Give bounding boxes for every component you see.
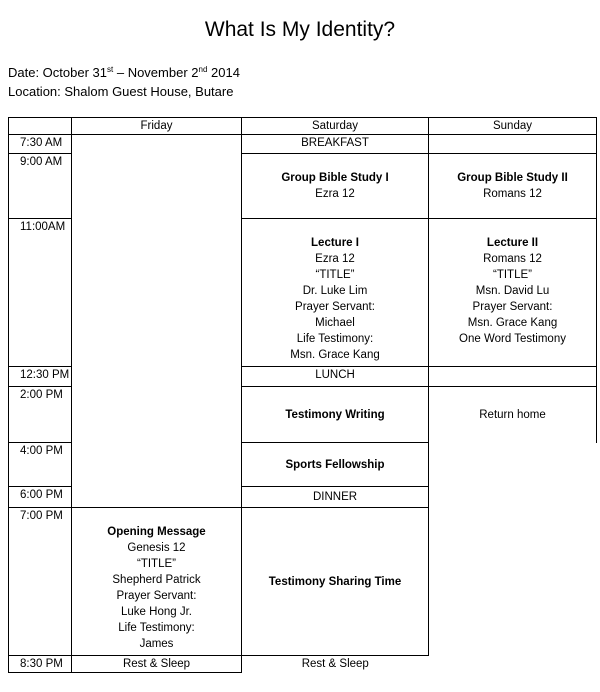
date-middle: – November 2 — [113, 65, 199, 80]
friday-empty-block — [72, 135, 242, 508]
opening-line: Shepherd Patrick — [112, 574, 201, 586]
saturday-sports-fellowship: Sports Fellowship — [242, 443, 429, 487]
study-reference: Romans 12 — [483, 188, 542, 200]
time-label: 6:00 PM — [9, 487, 72, 508]
event-location: Location: Shalom Guest House, Butare — [8, 84, 234, 99]
sunday-1230 — [429, 367, 597, 387]
lecture-line: Prayer Servant: — [472, 301, 553, 313]
friday-rest: Rest & Sleep — [72, 656, 242, 673]
date-year: 2014 — [207, 65, 240, 80]
corner-cell — [9, 118, 72, 135]
time-label: 12:30 PM — [9, 367, 72, 387]
saturday-testimony-writing: Testimony Writing — [242, 387, 429, 443]
time-label: 7:30 AM — [9, 135, 72, 154]
opening-line: James — [139, 638, 174, 650]
lecture-line: Msn. Grace Kang — [290, 349, 380, 361]
saturday-rest: Rest & Sleep — [242, 656, 429, 673]
date-suffix-nd: nd — [198, 65, 208, 74]
row-0730 — [9, 135, 597, 154]
lecture-line: “TITLE” — [315, 269, 355, 281]
lecture-title: Lecture I — [311, 237, 359, 249]
opening-line: “TITLE” — [137, 558, 176, 570]
saturday-lunch: LUNCH — [242, 367, 429, 387]
header-saturday: Saturday — [242, 118, 429, 135]
time-label: 4:00 PM — [9, 443, 72, 487]
saturday-lecture — [242, 219, 429, 367]
sunday-return-home: Return home — [429, 387, 597, 443]
lecture-line: Romans 12 — [483, 253, 542, 265]
opening-title: Opening Message — [107, 526, 206, 538]
sunday-lecture — [429, 219, 597, 367]
header-sunday: Sunday — [429, 118, 597, 135]
schedule-table — [8, 117, 597, 673]
lecture-line: Life Testimony: — [296, 333, 374, 345]
time-label: 2:00 PM — [9, 387, 72, 443]
time-label: 9:00 AM — [9, 154, 72, 219]
lecture-line: Dr. Luke Lim — [302, 285, 368, 297]
lecture-line: Prayer Servant: — [295, 301, 375, 313]
sunday-blank — [429, 443, 597, 673]
date-prefix: Date: October 31 — [8, 65, 107, 80]
friday-opening-message — [72, 508, 242, 656]
opening-line: Luke Hong Jr. — [121, 606, 192, 618]
study-title: Group Bible Study I — [281, 172, 389, 184]
event-date — [8, 65, 240, 81]
time-label: 8:30 PM — [9, 656, 72, 673]
date-suffix-st: st — [107, 65, 114, 74]
lecture-line: Msn. David Lu — [475, 285, 550, 297]
saturday-breakfast: BREAKFAST — [242, 135, 429, 154]
saturday-dinner: DINNER — [242, 487, 429, 508]
sunday-0730 — [429, 135, 597, 154]
sunday-bible-study — [429, 154, 597, 219]
opening-line: Genesis 12 — [127, 542, 186, 554]
time-label: 7:00 PM — [9, 508, 72, 656]
opening-line: Prayer Servant: — [116, 590, 197, 602]
time-label: 11:00AM — [9, 219, 72, 367]
lecture-line: One Word Testimony — [459, 333, 566, 345]
saturday-bible-study — [242, 154, 429, 219]
lecture-line: “TITLE” — [493, 269, 532, 281]
study-title: Group Bible Study II — [457, 172, 568, 184]
lecture-line: Ezra 12 — [315, 253, 355, 265]
saturday-testimony-sharing: Testimony Sharing Time — [242, 508, 429, 656]
lecture-line: Michael — [315, 317, 355, 329]
page-title: What Is My Identity? — [204, 18, 396, 41]
header-row — [9, 118, 597, 135]
header-friday: Friday — [72, 118, 242, 135]
lecture-title: Lecture II — [486, 237, 539, 249]
lecture-line: Msn. Grace Kang — [467, 317, 558, 329]
study-reference: Ezra 12 — [315, 188, 355, 200]
opening-line: Life Testimony: — [118, 622, 195, 634]
